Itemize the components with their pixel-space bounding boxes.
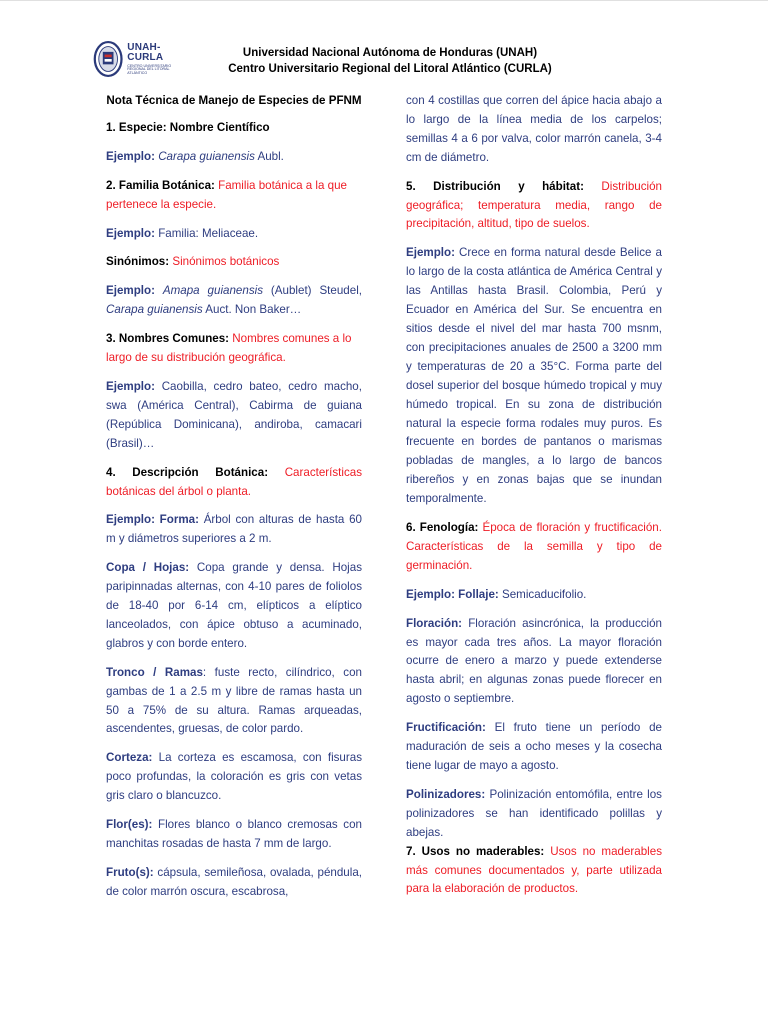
university-logo	[93, 36, 189, 82]
section-6-title: 6. Fenología:	[406, 521, 483, 535]
page-title: Nota Técnica de Manejo de Especies de PFNM	[106, 94, 362, 107]
crest-icon	[93, 38, 123, 80]
synonyms-heading	[106, 253, 362, 272]
section-3-instruction: Nombres comunes a lo largo de su distribución geográfica.	[106, 332, 352, 365]
logo-subtitle: CENTRO UNIVERSITARIO REGIONAL DEL LITORAL ATLÁNTICO	[127, 63, 172, 75]
fruto-label: Fruto(s):	[106, 865, 158, 879]
copa-label: Copa / Hojas:	[106, 561, 197, 575]
synonyms-instruction: Sinónimos botánicos	[172, 255, 280, 269]
header-line-2: Centro Universitario Regional del Litoral Atlántico (CURLA)	[228, 63, 552, 75]
section-3-heading	[106, 330, 362, 368]
tronco-paragraph	[106, 664, 362, 740]
follaje-label: Ejemplo: Follaje:	[406, 587, 502, 601]
distribution-text: Crece en forma natural desde Belice a lo largo de la costa atlántica de América Central y las Antillas hasta Brasil. Colombia, Perú y Ecuador en América del Sur. Se encuentra en sitios desde el nivel del mar hasta 700 msnm, con precipitaciones anuales de 2500 a 3200 mm y temperaturas de 20 a 35°C. Forma parte del dosel superior del bosque húmedo tropical y muy húmedo tropical. En su zona de distribución natural la especie forma rodales muy puros. Es frecuente en bordes de pantanos o marismas pobladas de mangles, a lo largo de bancos ribereños y en zonas bajas que se inundan temporalmente.	[406, 246, 662, 506]
synonym-1-author: (Aublet) Steudel,	[263, 284, 362, 298]
section-6-heading	[406, 519, 662, 576]
section-6-instruction: Época de floración y fructificación. Características de la semilla y tipo de germinación.	[406, 521, 662, 572]
follaje-paragraph	[406, 586, 662, 605]
polinizadores-label: Polinizadores:	[406, 787, 490, 801]
page-top-edge	[0, 0, 768, 1]
example-label: Ejemplo:	[406, 246, 460, 260]
section-1-heading	[106, 119, 362, 138]
fruto-continuation: con 4 costillas que corren del ápice hacia abajo a lo largo de la línea media de los carpelos; semillas 4 a 6 por valva, color marrón canela, 3-4 cm de diámetro.	[406, 94, 662, 164]
header-line-1: Universidad Nacional Autónoma de Honduras (UNAH)	[242, 47, 538, 59]
section-5-heading	[406, 178, 662, 235]
follaje-text: Semicaducifolio.	[501, 587, 587, 601]
scientific-name: Carapa guianensis	[158, 149, 255, 163]
example-label: Ejemplo:	[106, 379, 162, 393]
fructificacion-label: Fructificación:	[406, 721, 495, 735]
forma-label: Ejemplo: Forma:	[106, 513, 204, 527]
common-names-text: Caobilla, cedro bateo, cedro macho, swa (América Central), Cabirma de guiana (República Dominicana), andiroba, camacari (Brasil)…	[106, 379, 362, 450]
document-header	[200, 45, 580, 77]
example-label: Ejemplo:	[106, 284, 163, 298]
section-5-title: 5. Distribución y hábitat:	[406, 179, 602, 193]
corteza-paragraph	[106, 749, 362, 806]
left-column	[106, 92, 362, 902]
synonyms-title: Sinónimos:	[106, 255, 173, 269]
family-text: Familia: Meliaceae.	[158, 226, 259, 240]
section-1-title: 1. Especie: Nombre Científico	[106, 120, 270, 134]
floracion-paragraph	[406, 615, 662, 710]
section-3-example	[106, 378, 362, 454]
forma-text: Árbol con alturas de hasta 60 m y diámetros superiores a 2 m.	[106, 513, 362, 546]
polinizadores-text: Polinización entomófila, entre los polinizadores se han identificado polillas y abejas.	[406, 787, 662, 839]
author-text: Aubl.	[254, 149, 284, 163]
right-column	[406, 92, 662, 899]
synonym-1-name: Amapa guianensis	[162, 284, 263, 298]
copa-paragraph	[106, 559, 362, 654]
floracion-text: Floración asincrónica, la producción es mayor cada tres años. La mayor floración ocurre de enero a marzo y puede extenderse hasta abril; en algunas zonas puede florecer en agosto o septiembre.	[406, 616, 663, 706]
forma-paragraph	[106, 511, 362, 549]
corteza-text: La corteza es escamosa, con fisuras poco profundas, la coloración es gris con vetas gris claro o blancuzco.	[106, 751, 362, 803]
fruto-paragraph	[106, 864, 362, 902]
synonym-2-name: Carapa guianensis	[106, 303, 203, 317]
flor-label: Flor(es):	[106, 818, 158, 832]
section-4-instruction: Características botánicas del árbol o planta.	[106, 465, 362, 498]
section-7-heading	[406, 843, 662, 900]
fructificacion-text: El fruto tiene un período de maduración de seis a ocho meses y la cosecha tiene lugar de mayo a agosto.	[406, 721, 662, 772]
tronco-label: Tronco / Ramas	[106, 665, 203, 679]
synonyms-example	[106, 282, 362, 320]
section-7-title: 7. Usos no maderables:	[406, 844, 551, 858]
section-5-instruction: Distribución geográfica; temperatura media, rango de precipitación, altitud, tipo de suelos.	[406, 179, 662, 231]
example-label: Ejemplo:	[106, 226, 159, 240]
section-1-example	[106, 148, 362, 167]
synonym-2-author: Auct. Non Baker…	[202, 303, 302, 317]
tronco-text: : fuste recto, cilíndrico, con gambas de 1 a 2.5 m y libre de ramas hasta un 50 a 75% de su altura. Ramas arqueadas, ascendentes, gruesas, de color pardo.	[106, 665, 362, 736]
flor-paragraph	[106, 816, 362, 854]
section-5-example	[406, 244, 662, 509]
section-2-example	[106, 225, 362, 244]
section-2-instruction: Familia botánica a la que pertenece la especie.	[106, 178, 348, 211]
corteza-label: Corteza:	[106, 751, 159, 765]
example-label: Ejemplo:	[106, 149, 159, 163]
floracion-label: Floración:	[406, 616, 469, 630]
fructificacion-paragraph	[406, 719, 662, 776]
polinizadores-paragraph	[406, 786, 662, 843]
fruto-text: cápsula, semileñosa, ovalada, péndula, de color marrón oscura, escabrosa,	[106, 865, 363, 898]
flor-text: Flores blanco o blanco cremosas con manchitas rosadas de hasta 7 mm de largo.	[106, 818, 362, 850]
section-4-heading	[106, 464, 362, 502]
copa-text: Copa grande y densa. Hojas paripinnadas alternas, con 4-10 pares de foliolos de 18-40 por 6-14 cm, elípticos a elíptico lanceolados, con ápice obtuso a acuminado, glabros y con borde entero.	[106, 561, 362, 650]
section-7-instruction: Usos no maderables más comunes documentados y, parte utilizada para la elaboración de productos.	[406, 844, 662, 896]
section-4-title: 4. Descripción Botánica:	[106, 465, 285, 479]
section-3-title: 3. Nombres Comunes:	[106, 332, 233, 346]
section-2-heading	[106, 177, 362, 215]
section-2-title: 2. Familia Botánica:	[106, 178, 219, 192]
logo-title: UNAH-CURLA	[127, 41, 164, 63]
